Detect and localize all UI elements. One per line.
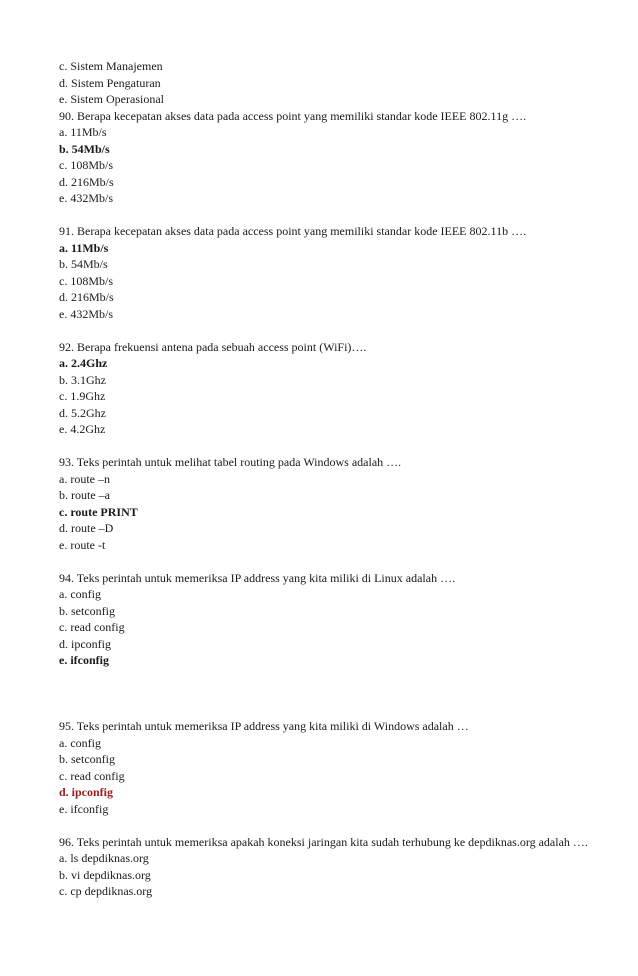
question-block bbox=[59, 570, 599, 669]
spacer bbox=[59, 669, 599, 719]
option-line: d. 216Mb/s bbox=[59, 174, 114, 189]
spacer bbox=[59, 553, 599, 570]
question-block bbox=[59, 834, 599, 900]
option-line: d. 5.2Ghz bbox=[59, 405, 106, 420]
leading-options bbox=[59, 58, 599, 108]
option-line: b. 54Mb/s bbox=[59, 257, 108, 271]
question-block bbox=[59, 339, 599, 438]
correct-answer: b. 54Mb/s bbox=[59, 141, 110, 156]
option-line: a. config bbox=[59, 735, 101, 750]
option-line: d. Sistem Pengaturan bbox=[59, 75, 161, 90]
option-line: c. Sistem Manajemen bbox=[59, 59, 163, 73]
option-line: e. 4.2Ghz bbox=[59, 422, 106, 436]
correct-answer: e. ifconfig bbox=[59, 653, 109, 667]
option-line: c. 1.9Ghz bbox=[59, 389, 106, 403]
option-line: d. ipconfig bbox=[59, 636, 111, 651]
option-line: e. Sistem Operasional bbox=[59, 92, 164, 106]
option-line: a. ls depdiknas.org bbox=[59, 851, 149, 865]
question-block bbox=[59, 718, 599, 817]
correct-answer-highlighted: d. ipconfig bbox=[59, 785, 114, 799]
option-line: b. setconfig bbox=[59, 752, 115, 766]
option-line: b. setconfig bbox=[59, 603, 115, 618]
option-line: c. read config bbox=[59, 620, 125, 634]
option-line: d. route –D bbox=[59, 521, 114, 535]
option-line: e. 432Mb/s bbox=[59, 191, 113, 205]
spacer bbox=[59, 207, 599, 224]
option-line: b. 3.1Ghz bbox=[59, 372, 106, 387]
question-block bbox=[59, 454, 599, 553]
option-line: e. 432Mb/s bbox=[59, 306, 113, 321]
question-block bbox=[59, 108, 599, 207]
option-line: c. cp depdiknas.org bbox=[59, 884, 153, 898]
option-line: a. route –n bbox=[59, 471, 110, 486]
question-text: 91. Berapa kecepatan akses data pada access point yang memiliki standar kode IEEE 802.11b …. bbox=[59, 224, 527, 238]
document-page bbox=[59, 58, 599, 900]
option-line: d. 216Mb/s bbox=[59, 290, 114, 304]
option-line: a. config bbox=[59, 587, 101, 601]
correct-answer: a. 11Mb/s bbox=[59, 240, 109, 255]
option-line: c. 108Mb/s bbox=[59, 273, 113, 288]
spacer bbox=[59, 322, 599, 339]
option-line: e. ifconfig bbox=[59, 801, 109, 816]
question-text: 96. Teks perintah untuk memeriksa apakah koneksi jaringan kita sudah terhubung ke depdiknas.org adalah …. bbox=[59, 834, 588, 849]
option-line: a. 11Mb/s bbox=[59, 125, 107, 139]
correct-answer: a. 2.4Ghz bbox=[59, 356, 108, 370]
question-text: 92. Berapa frekuensi antena pada sebuah access point (WiFi)…. bbox=[59, 339, 367, 354]
question-block bbox=[59, 223, 599, 322]
option-line: e. route -t bbox=[59, 537, 106, 552]
spacer bbox=[59, 438, 599, 455]
option-line: b. route –a bbox=[59, 488, 110, 502]
question-text: 94. Teks perintah untuk memeriksa IP address yang kita miliki di Linux adalah …. bbox=[59, 570, 456, 585]
question-text: 93. Teks perintah untuk melihat tabel routing pada Windows adalah …. bbox=[59, 455, 402, 469]
question-text: 95. Teks perintah untuk memeriksa IP address yang kita miliki di Windows adalah … bbox=[59, 719, 469, 733]
option-line: b. vi depdiknas.org bbox=[59, 867, 151, 882]
question-text: 90. Berapa kecepatan akses data pada access point yang memiliki standar kode IEEE 802.11g …. bbox=[59, 108, 527, 123]
option-line: c. read config bbox=[59, 768, 125, 783]
spacer bbox=[59, 817, 599, 834]
correct-answer: c. route PRINT bbox=[59, 504, 138, 519]
option-line: c. 108Mb/s bbox=[59, 158, 113, 172]
